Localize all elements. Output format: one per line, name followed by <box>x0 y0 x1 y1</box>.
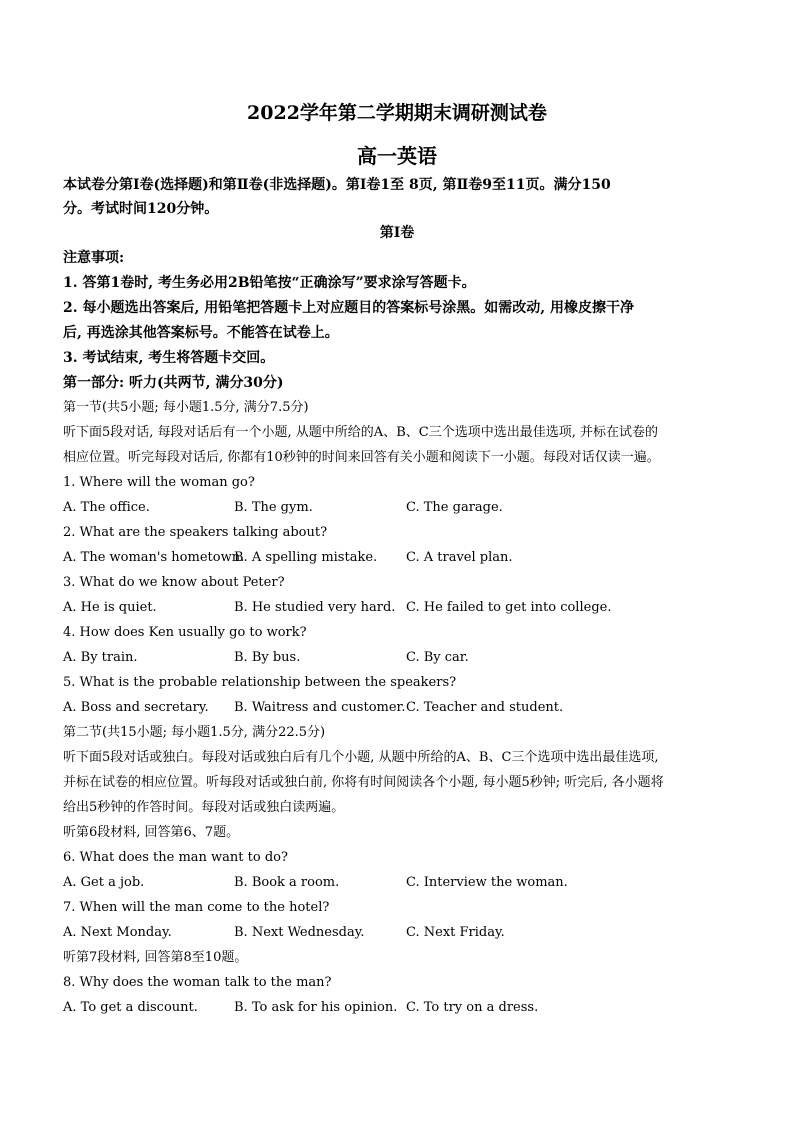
question-8: 8. Why does the woman talk to the man? <box>63 975 332 990</box>
q7-option-b: B. Next Wednesday. <box>234 925 365 940</box>
section2-instructions-3: 给出5秒钟的作答时间。每段对话或独白读两遍。 <box>63 800 345 815</box>
question-2: 2. What are the speakers talking about? <box>63 525 328 540</box>
q2-option-c: C. A travel plan. <box>406 550 513 565</box>
q1-option-b: B. The gym. <box>234 500 313 515</box>
q6-option-a: A. Get a job. <box>63 875 145 890</box>
note-item-1: 1. 答第1卷时, 考生务必用2B铅笔按“正确涂写”要求涂写答题卡。 <box>63 275 476 291</box>
section2-instructions-2: 并标在试卷的相应位置。听每段对话或独白前, 你将有时间阅读各个小题, 每小题5秒钟; 听完后, 各小题将 <box>63 775 664 790</box>
question-1: 1. Where will the woman go? <box>63 475 255 490</box>
exam-subject: 高一英语 <box>357 144 437 168</box>
question-6: 6. What does the man want to do? <box>63 850 288 865</box>
q4-option-a: A. By train. <box>63 650 138 665</box>
q7-option-c: C. Next Friday. <box>406 925 505 940</box>
q8-option-c: C. To try on a dress. <box>406 1000 539 1015</box>
q7-option-a: A. Next Monday. <box>63 925 172 940</box>
question-4: 4. How does Ken usually go to work? <box>63 625 307 640</box>
intro-line-1: 本试卷分第Ⅰ卷(选择题)和第Ⅱ卷(非选择题)。第Ⅰ卷1至 8页, 第Ⅱ卷9至11页。满分150 <box>63 177 611 193</box>
section1-heading: 第一节(共5小题; 每小题1.5分, 满分7.5分) <box>63 400 309 415</box>
note-item-2: 2. 每小题选出答案后, 用铅笔把答题卡上对应题目的答案标号涂黑。如需改动, 用橡皮擦干净 <box>63 300 634 316</box>
q3-option-b: B. He studied very hard. <box>234 600 396 615</box>
question-3: 3. What do we know about Peter? <box>63 575 285 590</box>
section1-instructions-1: 听下面5段对话, 每段对话后有一个小题, 从题中所给的A、B、C三个选项中选出最佳选项, 并标在试卷的 <box>63 425 658 440</box>
question-7: 7. When will the man come to the hotel? <box>63 900 330 915</box>
q4-option-c: C. By car. <box>406 650 469 665</box>
q8-option-a: A. To get a discount. <box>63 1000 198 1015</box>
q2-option-a: A. The woman's hometown. <box>63 550 245 565</box>
q2-option-b: B. A spelling mistake. <box>234 550 378 565</box>
q4-option-b: B. By bus. <box>234 650 301 665</box>
note-item-3: 3. 考试结束, 考生将答题卡交回。 <box>63 350 275 366</box>
q6-option-c: C. Interview the woman. <box>406 875 568 890</box>
q5-option-b: B. Waitress and customer. <box>234 700 406 715</box>
section2-heading: 第二节(共15小题; 每小题1.5分, 满分22.5分) <box>63 725 326 740</box>
q1-option-c: C. The garage. <box>406 500 503 515</box>
volume-title: 第Ⅰ卷 <box>379 225 415 241</box>
section2-instructions-1: 听下面5段对话或独白。每段对话或独白后有几个小题, 从题中所给的A、B、C三个选项中选出最佳选项, <box>63 750 659 765</box>
note-item-2-cont: 后, 再选涂其他答案标号。不能答在试卷上。 <box>63 325 339 341</box>
q1-option-a: A. The office. <box>63 500 150 515</box>
q3-option-a: A. He is quiet. <box>63 600 157 615</box>
question-5: 5. What is the probable relationship between the speakers? <box>63 675 457 690</box>
section1-instructions-2: 相应位置。听完每段对话后, 你都有10秒钟的时间来回答有关小题和阅读下一小题。每段对话仅读一遍。 <box>63 450 660 465</box>
intro-line-2: 分。考试时间120分钟。 <box>63 201 219 217</box>
q6-option-b: B. Book a room. <box>234 875 340 890</box>
material-6-heading: 听第6段材料, 回答第6、7题。 <box>63 825 240 840</box>
exam-title: 2022学年第二学期期末调研测试卷 <box>247 102 547 124</box>
part1-heading: 第一部分: 听力(共两节, 满分30分) <box>63 375 284 391</box>
material-7-heading: 听第7段材料, 回答第8至10题。 <box>63 950 248 965</box>
q5-option-a: A. Boss and secretary. <box>63 700 209 715</box>
q5-option-c: C. Teacher and student. <box>406 700 564 715</box>
notes-heading: 注意事项: <box>63 250 125 266</box>
q3-option-c: C. He failed to get into college. <box>406 600 612 615</box>
q8-option-b: B. To ask for his opinion. <box>234 1000 398 1015</box>
